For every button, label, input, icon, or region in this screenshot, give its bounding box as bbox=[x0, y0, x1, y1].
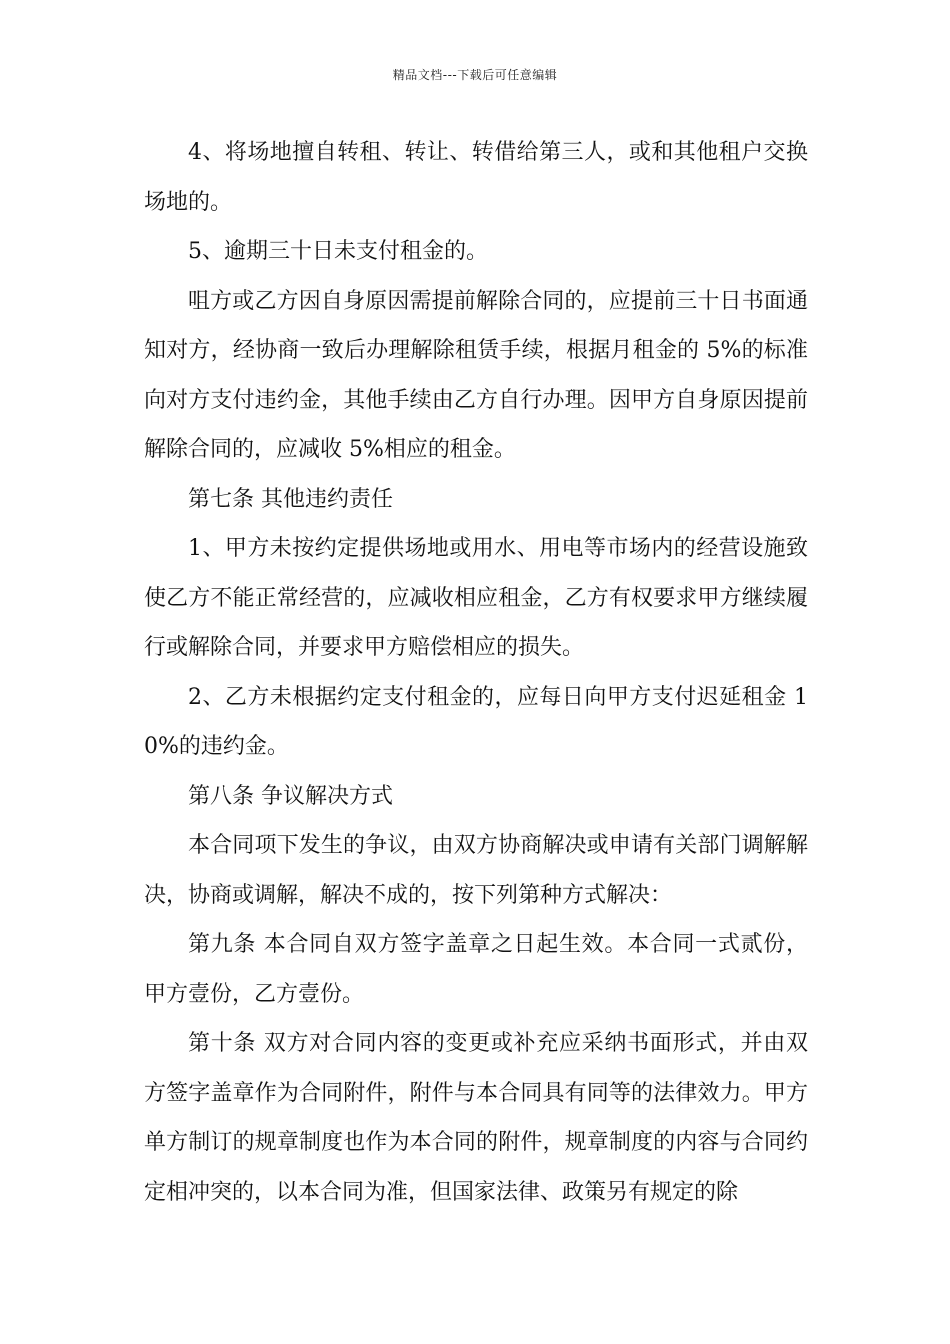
paragraph-early-termination: 咀方或乙方因自身原因需提前解除合同的，应提前三十日书面通知对方，经协商一致后办理解除租赁手续，根据月租金的 5%的标准向对方支付违约金，其他手续由乙方自行办理。因甲方自身原因提前解除合同的，应减收 5%相应的租金。 bbox=[144, 288, 808, 462]
article-8-heading: 第八条 争议解决方式 bbox=[188, 783, 393, 809]
paragraph-article-7-item-2: 2、乙方未根据约定支付租金的，应每日向甲方支付迟延租金 10%的违约金。 bbox=[144, 684, 808, 759]
paragraph-dispute-resolution: 本合同项下发生的争议，由双方协商解决或申请有关部门调解解决，协商或调解，解决不成的，按下列第种方式解决： bbox=[144, 833, 808, 908]
paragraph-article-10: 第十条 双方对合同内容的变更或补充应采纳书面形式，并由双方签字盖章作为合同附件，附件与本合同具有同等的法律效力。甲方单方制订的规章制度也作为本合同的附件，规章制度的内容与合同约定相冲突的，以本合同为准，但国家法律、政策另有规定的除 bbox=[144, 1031, 808, 1205]
paragraph-clause-4: 4、将场地擅自转租、转让、转借给第三人，或和其他租户交换场地的。 bbox=[144, 140, 808, 215]
article-7-heading: 第七条 其他违约责任 bbox=[188, 486, 393, 512]
paragraph-article-9: 第九条 本合同自双方签字盖章之日起生效。本合同一式贰份，甲方壹份，乙方壹份。 bbox=[144, 932, 808, 1007]
page-header: 精品文档---下载后可任意编辑 bbox=[392, 68, 558, 82]
document-body bbox=[144, 128, 808, 1217]
paragraph-article-7-item-1: 1、甲方未按约定提供场地或用水、用电等市场内的经营设施致使乙方不能正常经营的，应减收相应租金，乙方有权要求甲方继续履行或解除合同，并要求甲方赔偿相应的损失。 bbox=[144, 536, 808, 660]
paragraph-clause-5: 5、逾期三十日未支付租金的。 bbox=[188, 239, 488, 264]
